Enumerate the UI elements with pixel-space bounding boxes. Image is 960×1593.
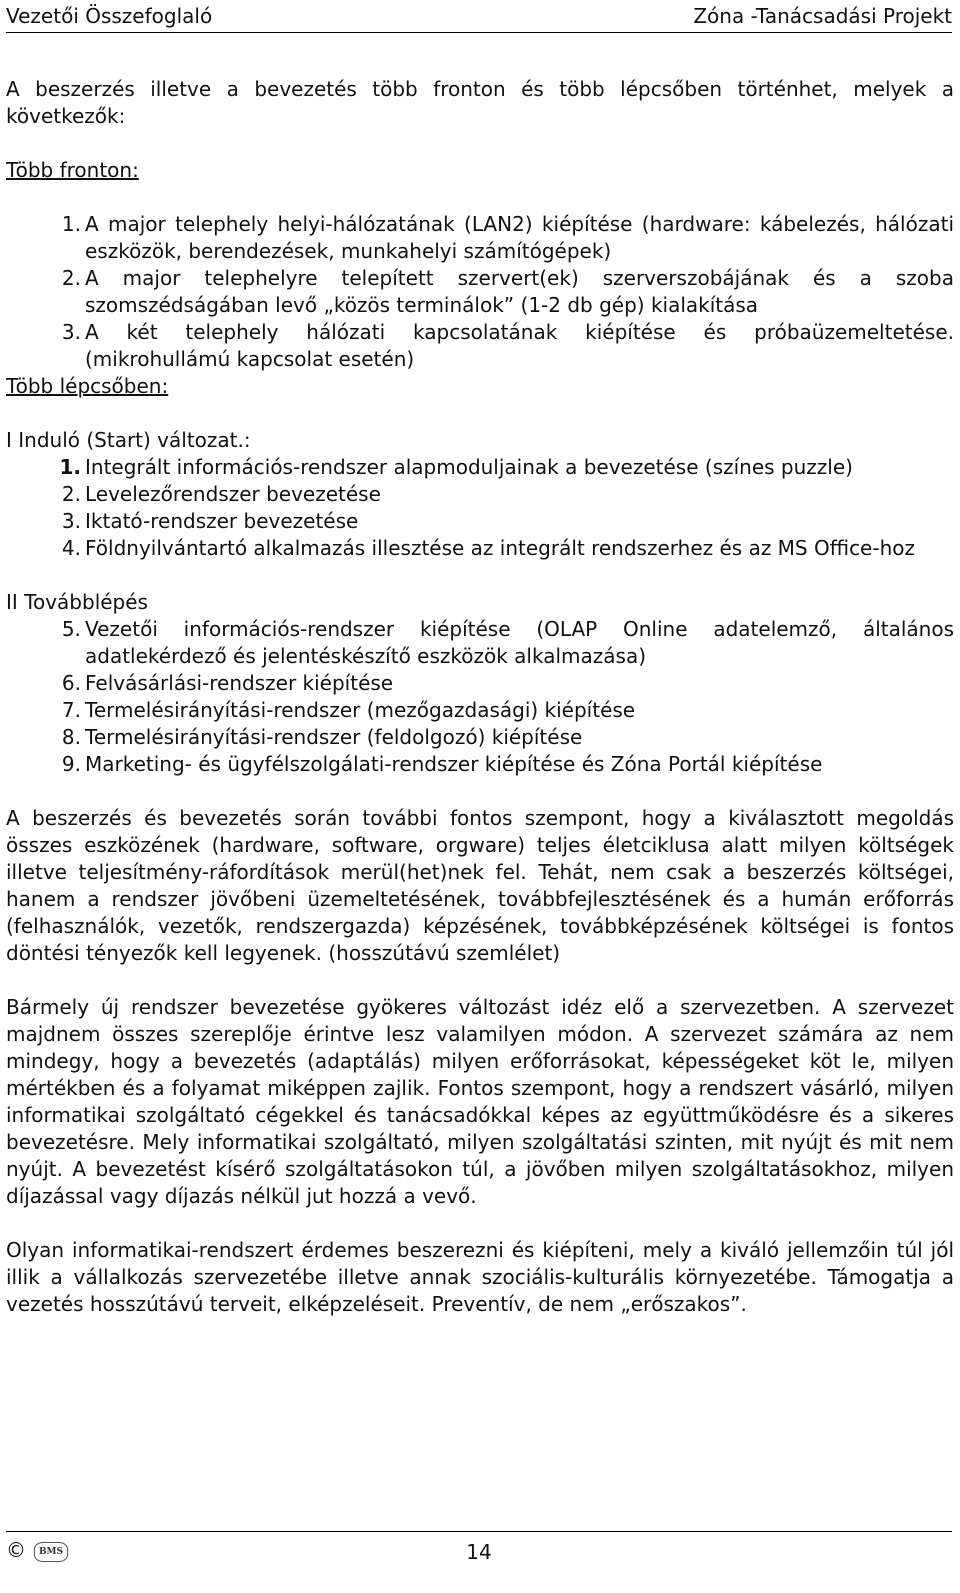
page-header [6, 0, 952, 33]
list-item [6, 211, 954, 265]
phase2-list [6, 616, 954, 778]
list-item [6, 319, 954, 373]
item-number: 2. [61, 266, 81, 290]
phase2-title: II Továbblépés [6, 590, 148, 614]
list-item [6, 670, 954, 697]
paragraph-fit: Olyan informatikai-rendszert érdemes beszerezni és kiépíteni, mely a kiváló jellemzőin túl jól illik a vállalkozás szervezetébe illetve annak szociális-kulturális környezetébe. Támogatja a vezetés hosszútávú terveit, elképzeléseit. Preventív, de nem „erőszakos”. [6, 1238, 954, 1316]
phase1-list [6, 454, 954, 562]
page-footer [6, 1536, 952, 1572]
item-number: 6. [61, 671, 81, 695]
list-item [6, 616, 954, 670]
page-content [6, 76, 954, 1318]
list-item [6, 751, 954, 778]
item-number: 3. [61, 320, 81, 344]
item-number: 1. [59, 455, 81, 479]
list-item [6, 508, 954, 535]
item-text: Vezetői információs-rendszer kiépítése (OLAP Online adatelemző, általános adatlekérdező és jelentéskészítő eszközök alkalmazása) [85, 617, 954, 668]
list-item [6, 697, 954, 724]
item-text: Integrált információs-rendszer alapmoduljainak a bevezetése (színes puzzle) [85, 455, 853, 479]
list-item [6, 724, 954, 751]
item-text: Levelezőrendszer bevezetése [85, 482, 381, 506]
item-text: A major telephelyre telepített szervert(ek) szerverszobájának és a szoba szomszédságában levő „közös terminálok” (1-2 db gép) kialakítása [85, 266, 954, 317]
list-item [6, 265, 954, 319]
item-text: Iktató-rendszer bevezetése [85, 509, 359, 533]
fronts-heading: Több fronton: [6, 158, 139, 182]
intro-paragraph: A beszerzés illetve a bevezetés több fronton és több lépcsőben történhet, melyek a következők: [6, 77, 954, 128]
item-text: Földnyilvántartó alkalmazás illesztése az integrált rendszerhez és az MS Office-hoz [85, 536, 915, 560]
item-text: Termelésirányítási-rendszer (feldolgozó) kiépítése [85, 725, 583, 749]
item-number: 4. [61, 536, 81, 560]
item-number: 2. [61, 482, 81, 506]
item-number: 7. [61, 698, 81, 722]
bms-logo: BMS [34, 1542, 68, 1562]
item-text: Marketing- és ügyfélszolgálati-rendszer kiépítése és Zóna Portál kiépítése [85, 752, 823, 776]
item-text: A major telephely helyi-hálózatának (LAN2) kiépítése (hardware: kábelezés, hálózati eszközök, berendezések, munkahelyi számítógépek) [85, 212, 954, 263]
copyright-icon: © [6, 1538, 26, 1562]
phase1-title: I Induló (Start) változat.: [6, 428, 251, 452]
list-item [6, 535, 954, 562]
list-item [6, 454, 954, 481]
item-number: 3. [61, 509, 81, 533]
list-item [6, 481, 954, 508]
item-text: Termelésirányítási-rendszer (mezőgazdasági) kiépítése [85, 698, 636, 722]
item-number: 9. [61, 752, 81, 776]
item-text: Felvásárlási-rendszer kiépítése [85, 671, 394, 695]
item-number: 1. [61, 212, 81, 236]
paragraph-organizational-change: Bármely új rendszer bevezetése gyökeres változást idéz elő a szervezetben. A szervezet majdnem összes szereplője érintve lesz valamilyen módon. A szervezet számára az nem mindegy, hogy a bevezetés (adaptálás) milyen erőforrásokat, képességeket köt le, milyen mértékben és a folyamat miképpen zajlik. Fontos szempont, hogy a rendszert vásárló, milyen informatikai szolgáltató cégekkel és tanácsadókkal képes az együttműködésre és a sikeres bevezetésre. Mely informatikai szolgáltató, milyen szolgáltatási szinten, mit nyújt és mit nem nyújt. A bevezetést kísérő szolgáltatásokon túl, a jövőben milyen szolgáltatásokhoz, milyen díjazással vagy díjazás nélkül jut hozzá a vevő. [6, 995, 954, 1208]
item-number: 8. [61, 725, 81, 749]
item-text: A két telephely hálózati kapcsolatának kiépítése és próbaüzemeltetése. (mikrohullámú kapcsolat esetén) [85, 320, 954, 371]
paragraph-lifecycle-costs: A beszerzés és bevezetés során további fontos szempont, hogy a kiválasztott megoldás összes eszközének (hardware, software, orgware) teljes életciklusa alatt milyen költségek illetve teljesítmény-ráfordítások merül(het)nek fel. Tehát, nem csak a beszerzés költségei, hanem a rendszer jövőbeni üzemeltetésének, továbbfejlesztésének és a humán erőforrás (felhasználók, vezetők, rendszergazda) képzésének, továbbképzésének költségei is fontos döntési tényezők kell legyenek. (hosszútávú szemlélet) [6, 806, 954, 965]
fronts-list [6, 211, 954, 373]
footer-divider [6, 1531, 952, 1532]
header-left-title: Vezetői Összefoglaló [6, 4, 213, 28]
item-number: 5. [61, 617, 81, 641]
page-number: 14 [466, 1540, 492, 1564]
steps-heading: Több lépcsőben: [6, 374, 169, 398]
header-right-title: Zóna -Tanácsadási Projekt [693, 4, 952, 28]
